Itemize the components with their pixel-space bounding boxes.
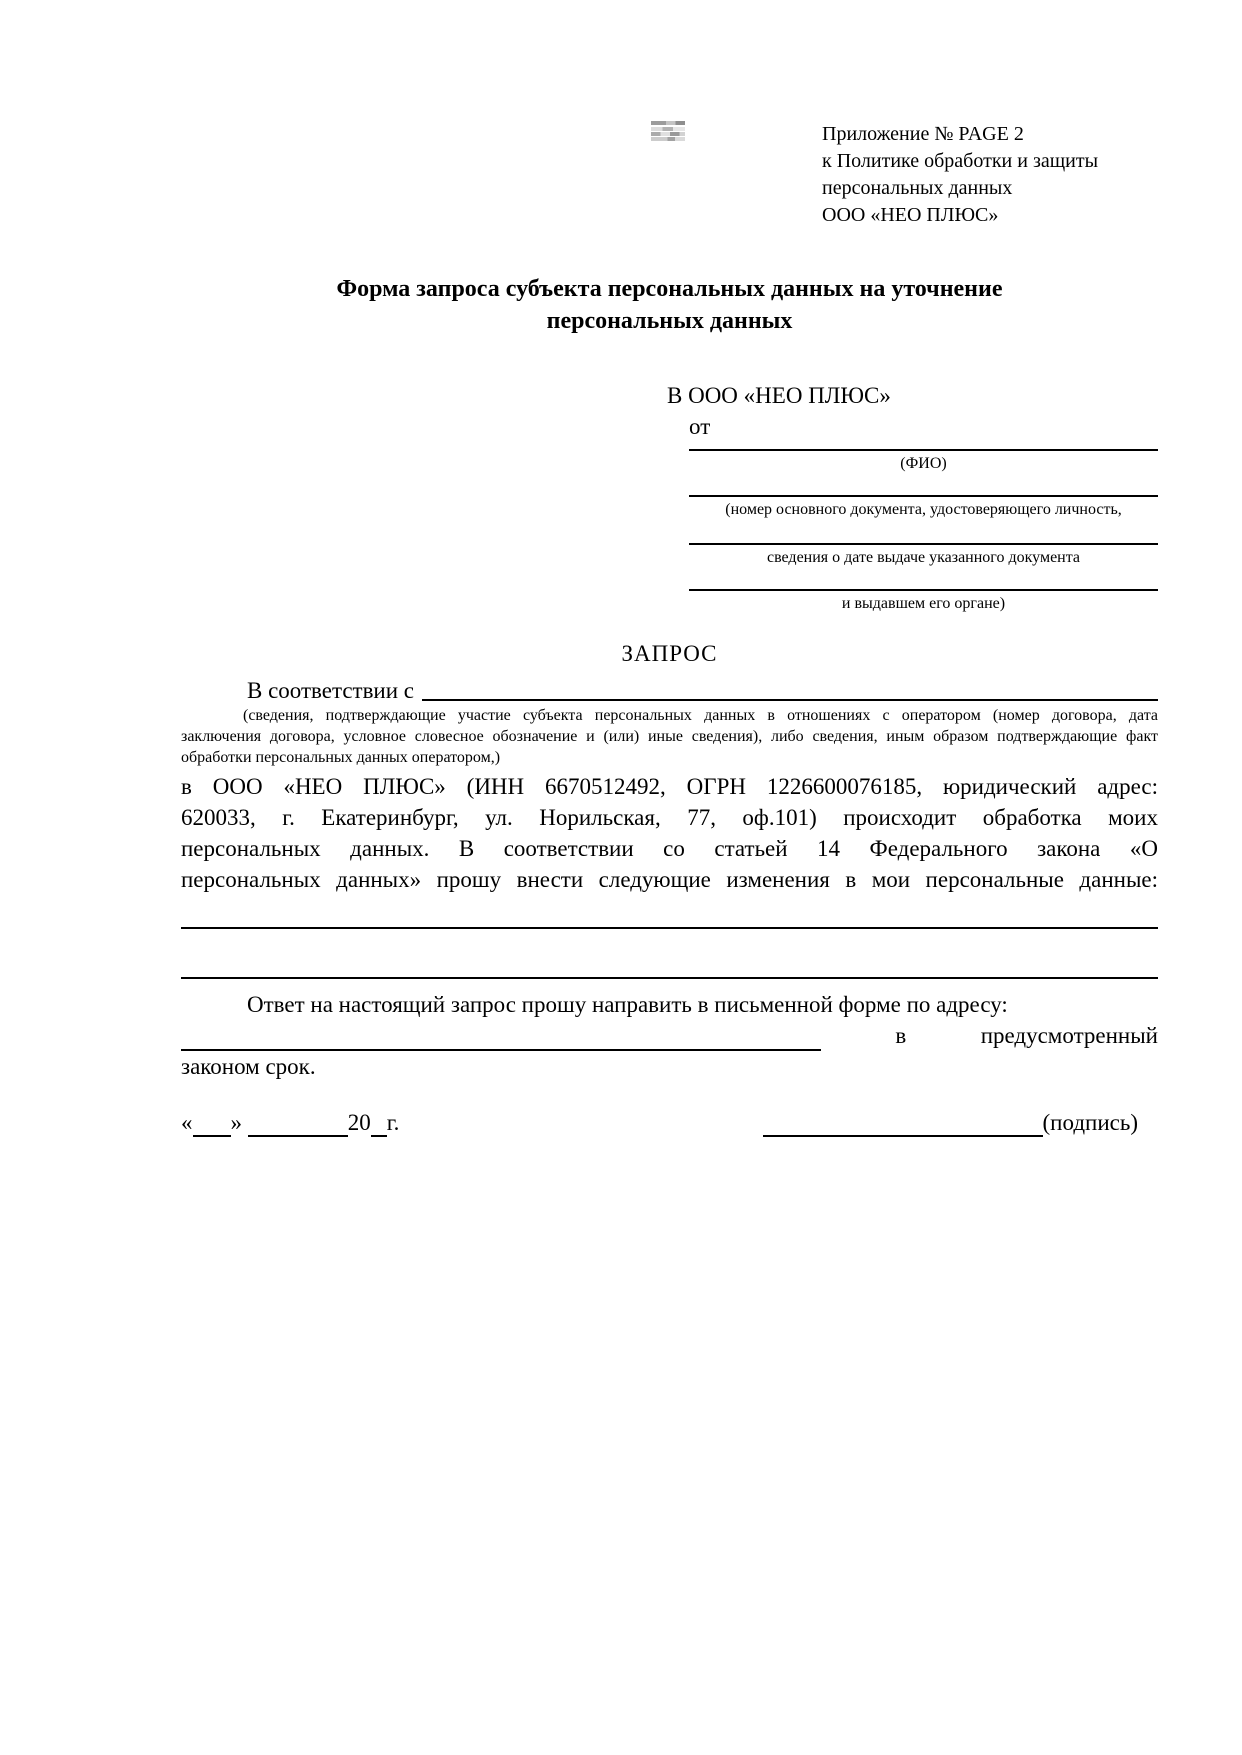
form-title-line1: Форма запроса субъекта персональных данных на уточнение — [336, 276, 1003, 302]
reply-line1: Ответ на настоящий запрос прошу направить в письменной форме по адресу: — [247, 992, 1008, 1017]
signature-part — [763, 1108, 1138, 1137]
appendix-number-line: Приложение № PAGE 2 — [822, 123, 1024, 145]
main-paragraph-line1: в ООО «НЕО ПЛЮС» (ИНН 6670512492, ОГРН 1226600076185, юридический адрес: — [181, 774, 1158, 799]
issuing-authority-field-line[interactable] — [689, 567, 1158, 591]
issue-date-field-line[interactable] — [689, 519, 1158, 545]
addressee-block — [667, 381, 1158, 613]
issuing-authority-field — [689, 567, 1158, 613]
signature-field-line[interactable] — [763, 1113, 1043, 1137]
main-paragraph-line3: персональных данных. В соответствии со статьей 14 Федерального закона «О — [181, 836, 1158, 861]
main-paragraph-line4: персональных данных» прошу внести следующие изменения в мои персональные данные: — [181, 867, 1158, 892]
main-paragraph-line2: 620033, г. Екатеринбург, ул. Норильская, 77, оф.101) происходит обработка моих — [181, 805, 1158, 830]
issuing-authority-field-caption: и выдавшем его органе) — [841, 595, 1006, 612]
document-number-field-line[interactable] — [689, 473, 1158, 497]
form-title — [181, 273, 1158, 337]
changes-field-line1[interactable] — [181, 895, 1158, 929]
fine-print-line2: заключения договора, условное словесное обозначение и (или) иные сведения), либо сведения, иным образом подтверждающие факт — [181, 728, 1158, 745]
document-number-field — [689, 473, 1158, 519]
fine-print-line3: обработки персональных данных оператором,) — [181, 749, 501, 766]
date-signature-row — [181, 1108, 1158, 1137]
appendix-company-line: ООО «НЕО ПЛЮС» — [822, 204, 999, 226]
fio-field — [689, 441, 1158, 473]
fine-print — [181, 705, 1158, 768]
reply-word-predusmotrenny: предусмотренный — [980, 1023, 1158, 1048]
intro-line — [181, 676, 1158, 705]
issue-date-field-caption: сведения о дате выдаче указанного документа — [766, 549, 1081, 566]
date-year-prefix: 20 — [347, 1110, 371, 1135]
paragraph-indent — [181, 676, 247, 705]
intro-prefix: В соответствии с — [247, 678, 415, 703]
date-close-quote: » — [230, 1110, 242, 1135]
date-year-suffix: г. — [386, 1110, 400, 1135]
date-part — [181, 1108, 399, 1137]
addressee-from-label: от — [689, 414, 711, 439]
changes-field-line2[interactable] — [181, 929, 1158, 979]
request-heading: ЗАПРОС — [621, 641, 718, 666]
appendix-policy-line2: персональных данных — [822, 177, 1013, 199]
addressee-to: В ООО «НЕО ПЛЮС» — [667, 383, 891, 408]
address-field-line[interactable] — [181, 1023, 821, 1051]
fine-print-line1: (сведения, подтверждающие участие субъекта персональных данных в отношениях с оператором (номер договора, дата — [243, 707, 1158, 724]
date-open-quote: « — [181, 1110, 193, 1135]
fio-field-caption: (ФИО) — [900, 455, 947, 472]
reply-word-v: в — [895, 1023, 907, 1048]
reply-paragraph — [181, 989, 1158, 1082]
issue-date-field — [689, 519, 1158, 567]
appendix-header — [822, 121, 1158, 229]
fio-field-line[interactable] — [689, 441, 1158, 451]
main-paragraph — [181, 771, 1158, 895]
document-number-field-caption: (номер основного документа, удостоверяющего личность, — [725, 501, 1122, 518]
date-day-field-line[interactable] — [193, 1113, 231, 1137]
reply-line3: законом срок. — [181, 1054, 316, 1079]
date-year-field-line[interactable] — [371, 1113, 387, 1137]
form-title-line2: персональных данных — [546, 308, 793, 334]
date-month-field-line[interactable] — [248, 1113, 348, 1137]
reply-line2 — [181, 1020, 1158, 1051]
document-content — [181, 0, 1158, 1137]
appendix-policy-line: к Политике обработки и защиты — [822, 150, 1099, 172]
signature-caption: (подпись) — [1042, 1110, 1138, 1135]
contract-details-field-line[interactable] — [422, 676, 1158, 701]
